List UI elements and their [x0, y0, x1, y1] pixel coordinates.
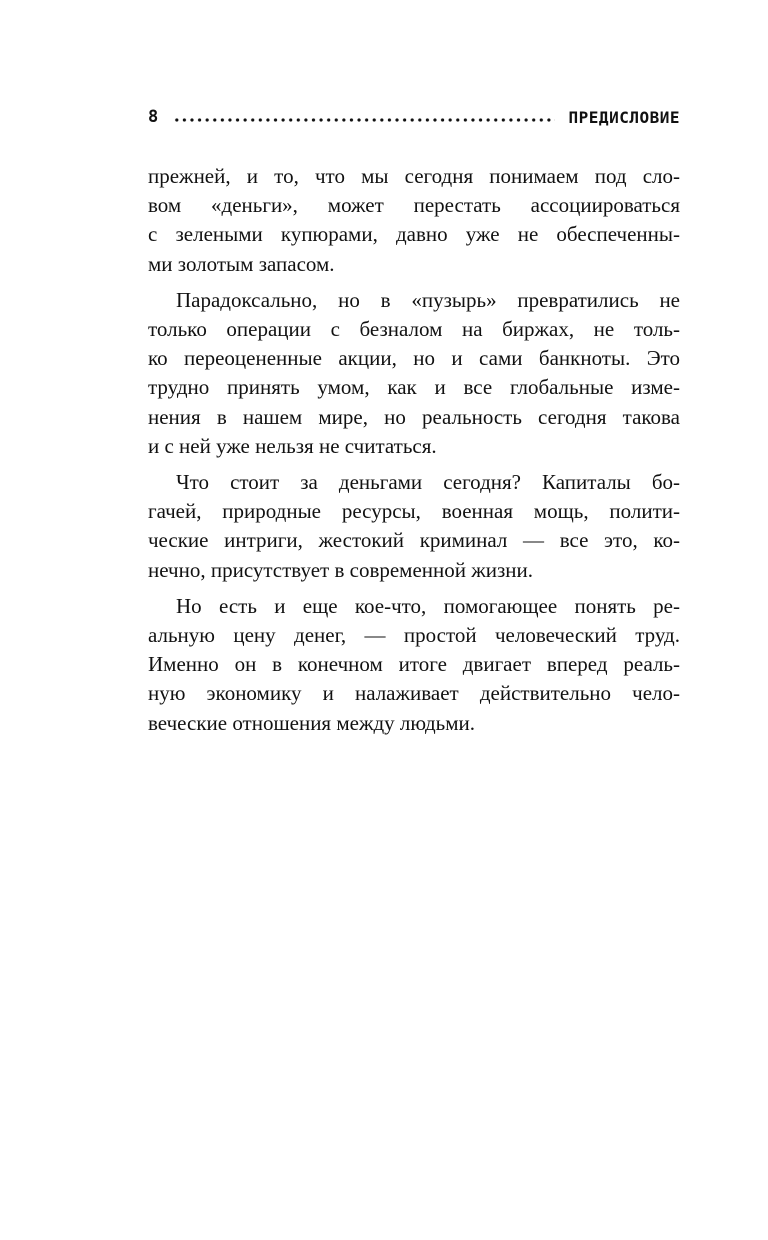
section-title: ПРЕДИСЛОВИЕ: [568, 107, 680, 127]
text-line: трудно принять умом, как и все глобальные изме-: [148, 375, 680, 400]
text-line: Что стоит за деньгами сегодня? Капиталы бо-: [176, 470, 680, 495]
text-line: прежней, и то, что мы сегодня понимаем под сло-: [148, 164, 680, 188]
paragraph-3: [148, 468, 680, 585]
dot-leader: [173, 118, 555, 122]
text-line: ную экономику и налаживает действительно чело-: [148, 681, 680, 706]
paragraph-2: [148, 286, 680, 461]
text-line: Но есть и еще кое-что, помогающее понять ре-: [176, 593, 680, 618]
page-number: 8: [148, 107, 159, 127]
text-line: веческие отношения между людьми.: [148, 710, 476, 735]
text-line: нения в нашем мире, но реальность сегодня такова: [148, 404, 680, 429]
text-line: ко переоцененные акции, но и сами банкноты. Это: [148, 346, 680, 371]
text-line: альную цену денег, — простой человеческий труд.: [148, 623, 680, 648]
text-line: гачей, природные ресурсы, военная мощь, полити-: [148, 499, 680, 524]
text-line: Парадоксально, но в «пузырь» превратились не: [176, 287, 680, 312]
text-line: и с ней уже нельзя не считаться.: [148, 433, 437, 458]
text-line: нечно, присутствует в современной жизни.: [148, 557, 534, 582]
paragraph-4: [148, 592, 680, 738]
text-line: с зелеными купюрами, давно уже не обеспеченны-: [148, 222, 680, 247]
body-text: [148, 162, 680, 745]
text-line: ми золотым запасом.: [148, 251, 335, 276]
text-line: вом «деньги», может перестать ассоциироваться: [148, 193, 680, 218]
text-line: только операции с безналом на биржах, не толь-: [148, 317, 680, 342]
text-line: Именно он в конечном итоге двигает вперед реаль-: [148, 652, 680, 677]
text-line: ческие интриги, жестокий криминал — все это, ко-: [148, 528, 680, 553]
running-head: [148, 104, 680, 130]
paragraph-1: [148, 162, 680, 279]
